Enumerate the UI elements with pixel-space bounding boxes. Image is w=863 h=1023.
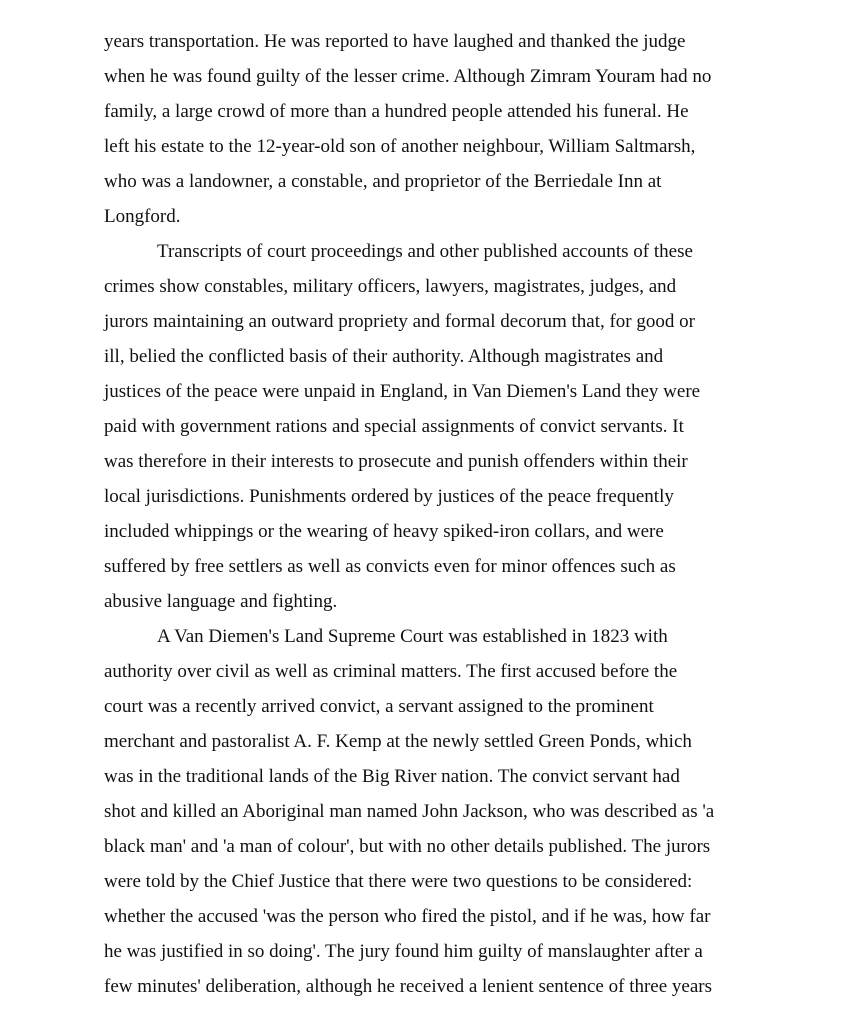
paragraph-3 [104, 619, 784, 1004]
text-line: merchant and pastoralist A. F. Kemp at the newly settled Green Ponds, which [104, 731, 692, 752]
text-line: Longford. [104, 206, 181, 227]
text-line: suffered by free settlers as well as convicts even for minor offences such as [104, 556, 676, 577]
text-line: court was a recently arrived convict, a servant assigned to the prominent [104, 696, 654, 717]
text-line: paid with government rations and special assignments of convict servants. It [104, 416, 684, 437]
text-line: jurors maintaining an outward propriety and formal decorum that, for good or [104, 311, 695, 332]
text-line-first: A Van Diemen's Land Supreme Court was established in 1823 with [157, 626, 668, 647]
text-line: years transportation. He was reported to have laughed and thanked the judge [104, 31, 686, 52]
text-line: shot and killed an Aboriginal man named John Jackson, who was described as 'a [104, 801, 715, 822]
text-line: included whippings or the wearing of heavy spiked-iron collars, and were [104, 521, 664, 542]
text-line: was in the traditional lands of the Big River nation. The convict servant had [104, 766, 680, 787]
text-line: were told by the Chief Justice that there were two questions to be considered: [104, 871, 693, 892]
text-line: ill, belied the conflicted basis of their authority. Although magistrates and [104, 346, 664, 367]
text-line: was therefore in their interests to prosecute and punish offenders within their [104, 451, 688, 472]
text-line: family, a large crowd of more than a hundred people attended his funeral. He [104, 101, 689, 122]
paragraph-2 [104, 234, 784, 619]
text-line: abusive language and fighting. [104, 591, 338, 612]
text-line: crimes show constables, military officers, lawyers, magistrates, judges, and [104, 276, 677, 297]
text-line: justices of the peace were unpaid in England, in Van Diemen's Land they were [104, 381, 701, 402]
text-line: whether the accused 'was the person who fired the pistol, and if he was, how far [104, 906, 711, 927]
text-line: authority over civil as well as criminal matters. The first accused before the [104, 661, 678, 682]
text-line: local jurisdictions. Punishments ordered by justices of the peace frequently [104, 486, 674, 507]
paragraph-1 [104, 24, 784, 234]
text-line: left his estate to the 12-year-old son of another neighbour, William Saltmarsh, [104, 136, 696, 157]
text-line: he was justified in so doing'. The jury found him guilty of manslaughter after a [104, 941, 703, 962]
text-line-first: Transcripts of court proceedings and other published accounts of these [157, 241, 693, 262]
text-line: few minutes' deliberation, although he received a lenient sentence of three years [104, 976, 712, 997]
text-line: who was a landowner, a constable, and proprietor of the Berriedale Inn at [104, 171, 662, 192]
text-line: black man' and 'a man of colour', but with no other details published. The jurors [104, 836, 711, 857]
body-text [104, 24, 784, 1004]
text-line: when he was found guilty of the lesser crime. Although Zimram Youram had no [104, 66, 712, 87]
